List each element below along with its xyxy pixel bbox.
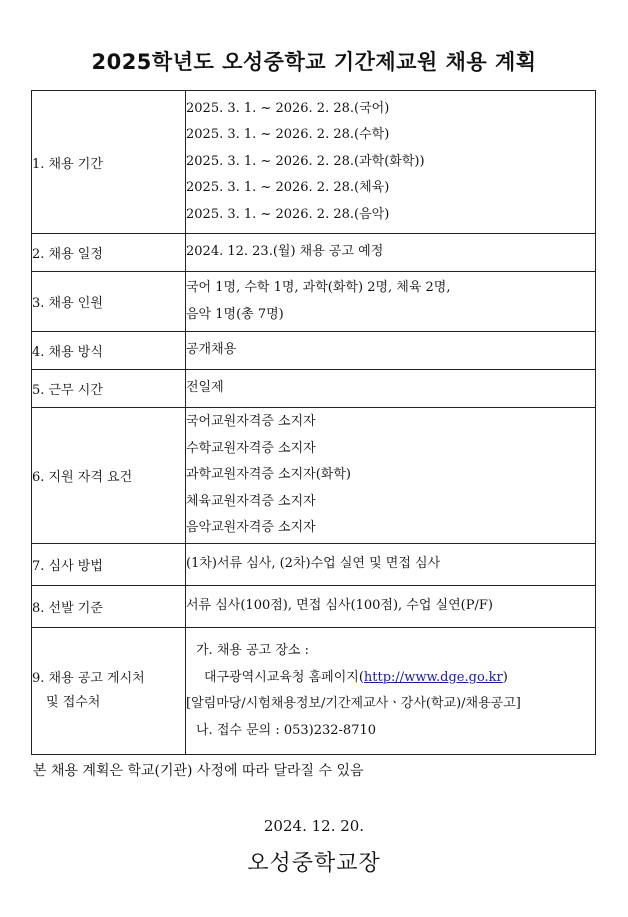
row-content	[186, 370, 596, 408]
schedule-text: 2024. 12. 23.(월) 채용 공고 예정	[186, 244, 384, 260]
qualification-line: 수학교원자격증 소지자	[186, 440, 316, 456]
qualification-line: 음악교원자격증 소지자	[186, 520, 316, 536]
table-row-headcount	[32, 272, 596, 332]
criteria-text: 서류 심사(100점), 면접 심사(100점), 수업 실연(P/F)	[186, 598, 493, 614]
row-label-line: 및 접수처	[46, 695, 101, 710]
issue-date: 2024. 12. 20.	[263, 817, 365, 835]
document-title: 2025학년도 오성중학교 기간제교원 채용 계획	[91, 50, 537, 74]
row-content	[186, 408, 596, 544]
headcount-line: 음악 1명(총 7명)	[186, 306, 284, 322]
row-label: 2. 채용 일정	[32, 234, 186, 272]
headcount-line: 국어 1명, 수학 1명, 과학(화학) 2명, 체육 2명,	[186, 280, 451, 295]
site-name: 대구광역시교육청 홈페이지(	[204, 669, 364, 685]
period-line: 2025. 3. 1. ~ 2026. 2. 28.(수학)	[186, 127, 390, 143]
qualification-line: 과학교원자격증 소지자(화학)	[186, 467, 351, 483]
period-line: 2025. 3. 1. ~ 2026. 2. 28.(국어)	[186, 100, 390, 116]
qualification-line: 체육교원자격증 소지자	[186, 493, 316, 509]
row-content	[186, 544, 596, 586]
period-line: 2025. 3. 1. ~ 2026. 2. 28.(체육)	[186, 180, 390, 196]
table-row-method	[32, 332, 596, 370]
posting-path: [알림마당/시험채용정보/기간제교사ㆍ강사(학교)/채용공고]	[186, 696, 521, 711]
hours-text: 전일제	[186, 380, 224, 396]
row-label	[32, 628, 186, 755]
row-content	[186, 91, 596, 234]
row-label: 6. 지원 자격 요건	[32, 408, 186, 544]
notice-text: 본 채용 계획은 학교(기관) 사정에 따라 달라질 수 있음	[33, 763, 364, 779]
qualification-line: 국어교원자격증 소지자	[186, 414, 316, 430]
period-line: 2025. 3. 1. ~ 2026. 2. 28.(음악)	[186, 206, 390, 222]
evaluation-text: (1차)서류 심사, (2차)수업 실연 및 면접 심사	[186, 556, 441, 572]
row-label: 5. 근무 시간	[32, 370, 186, 408]
row-content	[186, 234, 596, 272]
site-suffix: )	[502, 669, 508, 685]
posting-place-site	[186, 665, 595, 692]
row-label: 8. 선발 기준	[32, 586, 186, 628]
table-row-evaluation	[32, 544, 596, 586]
row-content	[186, 586, 596, 628]
table-row-posting	[32, 628, 596, 755]
period-line: 2025. 3. 1. ~ 2026. 2. 28.(과학(화학))	[186, 153, 425, 169]
row-label: 3. 채용 인원	[32, 272, 186, 332]
row-label: 7. 심사 방법	[32, 544, 186, 586]
plan-table	[31, 90, 596, 755]
table-row-period	[32, 91, 596, 234]
row-content	[186, 272, 596, 332]
signer-name: 오성중학교장	[247, 851, 381, 876]
table-row-qualifications	[32, 408, 596, 544]
table-row-criteria	[32, 586, 596, 628]
table-row-schedule	[32, 234, 596, 272]
row-content	[186, 332, 596, 370]
row-label-line: 9. 채용 공고 게시처	[32, 671, 145, 686]
posting-place-label: 가. 채용 공고 장소 :	[196, 643, 309, 658]
site-link[interactable]: http://www.dge.go.kr	[363, 669, 503, 685]
method-text: 공개채용	[186, 342, 237, 358]
contact-info: 나. 접수 문의 : 053)232-8710	[196, 722, 377, 738]
row-label: 1. 채용 기간	[32, 91, 186, 234]
row-content	[186, 628, 596, 755]
row-label: 4. 채용 방식	[32, 332, 186, 370]
table-row-hours	[32, 370, 596, 408]
